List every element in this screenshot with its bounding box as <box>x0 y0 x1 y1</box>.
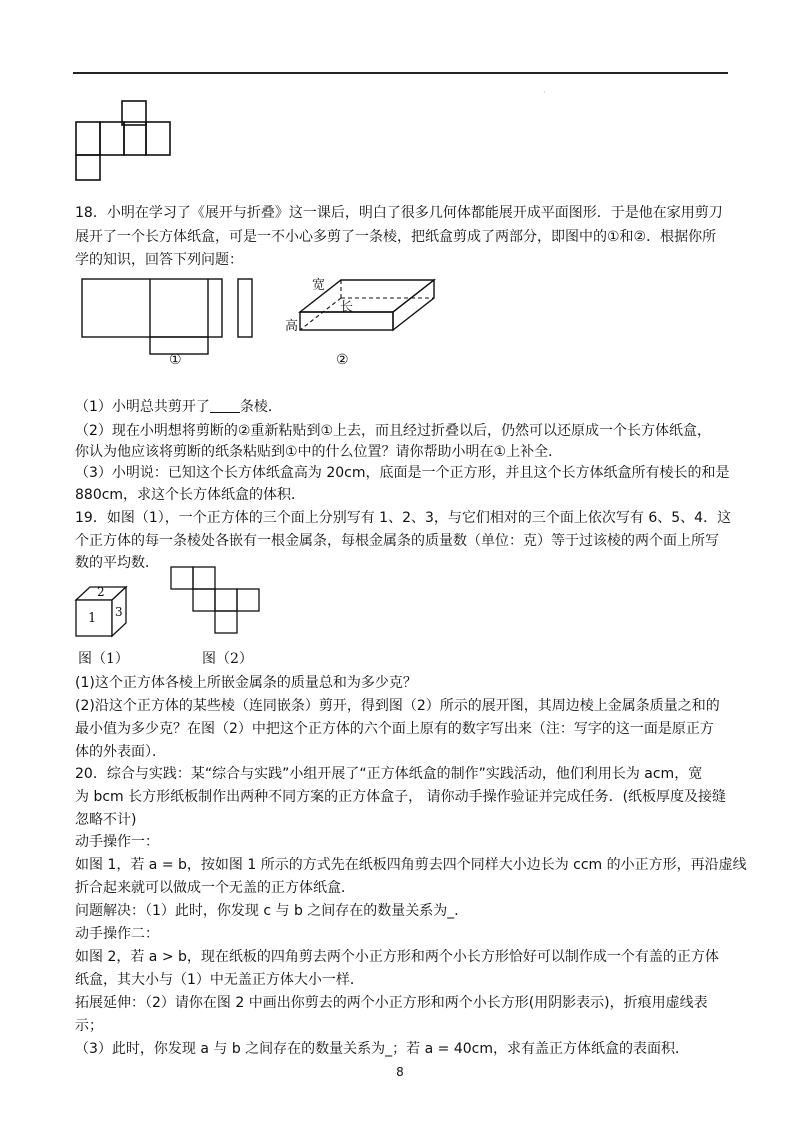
q18-intro-line1: 18．小明在学习了《展开与折叠》这一课后，明白了很多几何体都能展开成平面图形．于是他在家用剪刀 <box>75 205 723 221</box>
q19-part1: (1)这个正方体各棱上所嵌金属条的质量总和为多少克？ <box>75 675 417 691</box>
q19-intro-line1: 19．如图（1），一个正方体的三个面上分别写有 1、2、3，与它们相对的三个面上依次写有 6、5、4．这 <box>75 510 732 526</box>
page-number: 8 <box>396 1065 404 1079</box>
q18-height-label: 高 <box>285 319 299 334</box>
q20-line2: 为 bcm 长方形纸板制作出两种不同方案的正方体盒子， 请你动手操作验证并完成任务．(纸板厚度及接缝 <box>75 789 727 805</box>
q19-cube-net <box>168 564 268 640</box>
cube-top-number: 2 <box>97 585 105 599</box>
q19-intro-line2: 个正方体的每一条棱处各嵌有一根金属条，每根金属条的质量数（单位：克）等于过该棱的两个面上所写 <box>75 533 719 549</box>
scan-dot: · <box>543 88 546 97</box>
q20-operation1-line1: 如图 1，若 a = b，按如图 1 所示的方式先在纸板四角剪去四个同样大小边长为 ccm 的小正方形，再沿虚线 <box>75 857 747 873</box>
q19-figure-1-caption: 图（1） <box>78 651 129 667</box>
q20-operation1-line2: 折合起来就可以做成一个无盖的正方体纸盒． <box>75 880 355 896</box>
q18-part3-line2: 880cm，求这个长方体纸盒的体积． <box>75 487 306 503</box>
net-square <box>100 122 124 155</box>
q18-figure-1-unfolded <box>78 275 258 375</box>
q20-extension-line2: 示； <box>75 1018 103 1034</box>
answer-blank[interactable] <box>210 398 240 413</box>
q20-operation1-title: 动手操作一： <box>75 834 159 850</box>
net-square <box>76 122 100 155</box>
q20-operation2-line2: 纸盒，其大小与（1）中无盖正方体大小一样． <box>75 972 364 988</box>
q19-part2-line1: (2)沿这个正方体的某些棱（连同嵌条）剪开，得到图（2）所示的展开图，其周边棱上金属条质量之和的 <box>75 698 720 714</box>
q19-intro-line3: 数的平均数． <box>75 555 159 571</box>
net-square <box>124 122 146 155</box>
q18-length-label: 长 <box>340 300 354 315</box>
q20-line1: 20．综合与实践：某“综合与实践”小组开展了“正方体纸盒的制作”实践活动，他们利用长为 acm，宽 <box>75 766 703 782</box>
net-square <box>76 155 100 180</box>
q18-part2-line1: （2）现在小明想将剪断的②重新粘贴到①上去，而且经过折叠以后，仍然可以还原成一个长方体纸盒， <box>75 423 712 439</box>
q18-part1 <box>75 397 282 417</box>
q20-operation2-line1: 如图 2，若 a > b，现在纸板的四角剪去两个小正方形和两个小长方形恰好可以制作成一个有盖的正方体 <box>75 949 719 965</box>
q18-part3-line1: （3）小明说：已知这个长方体纸盒高为 20cm，底面是一个正方形，并且这个长方体纸盒所有棱长的和是 <box>75 465 730 481</box>
q19-part2-line3: 体的外表面）． <box>75 744 166 760</box>
net-square <box>146 122 170 155</box>
q18-figure-2-label: ② <box>336 352 349 368</box>
cube-net-figure-top <box>70 96 180 186</box>
header-rule <box>73 72 728 74</box>
q20-extension-line1: 拓展延伸：（2）请你在图 2 中画出你剪去的两个小正方形和两个小长方形(用阴影表示)，折痕用虚线表 <box>75 995 708 1011</box>
q18-intro-line3: 学的知识，回答下列问题： <box>75 252 243 268</box>
q20-operation2-title: 动手操作二： <box>75 926 159 942</box>
q18-part1-text-after: 条棱． <box>239 399 282 415</box>
q20-extension-line3: （3）此时，你发现 a 与 b 之间存在的数量关系为_；若 a = 40cm，求有盖正方体纸盒的表面积． <box>75 1041 689 1057</box>
q19-figure-2-caption: 图（2） <box>202 651 253 667</box>
q18-intro-line2: 展开了一个长方体纸盒，可是一不小心多剪了一条棱，把纸盒剪成了两部分，即图中的①和②．根据你所 <box>75 229 717 245</box>
q20-line3: 忽略不计) <box>75 812 137 828</box>
q19-part2-line2: 最小值为多少克？在图（2）中把这个正方体的六个面上原有的数字写出来（注：写字的这一面是原正方 <box>75 721 714 737</box>
q18-part2-line2: 你认为他应该将剪断的纸条粘贴到①中的什么位置？请你帮助小明在①上补全． <box>75 444 563 460</box>
q18-part1-text: （1）小明总共剪开了 <box>75 399 210 415</box>
q18-figure-1-label: ① <box>169 352 182 368</box>
cube-front-number: 1 <box>88 611 97 626</box>
q18-width-label: 宽 <box>312 278 326 293</box>
cube-side-number: 3 <box>115 605 123 619</box>
q20-solve1: 问题解决：（1）此时，你发现 c 与 b 之间存在的数量关系为_． <box>75 903 469 919</box>
